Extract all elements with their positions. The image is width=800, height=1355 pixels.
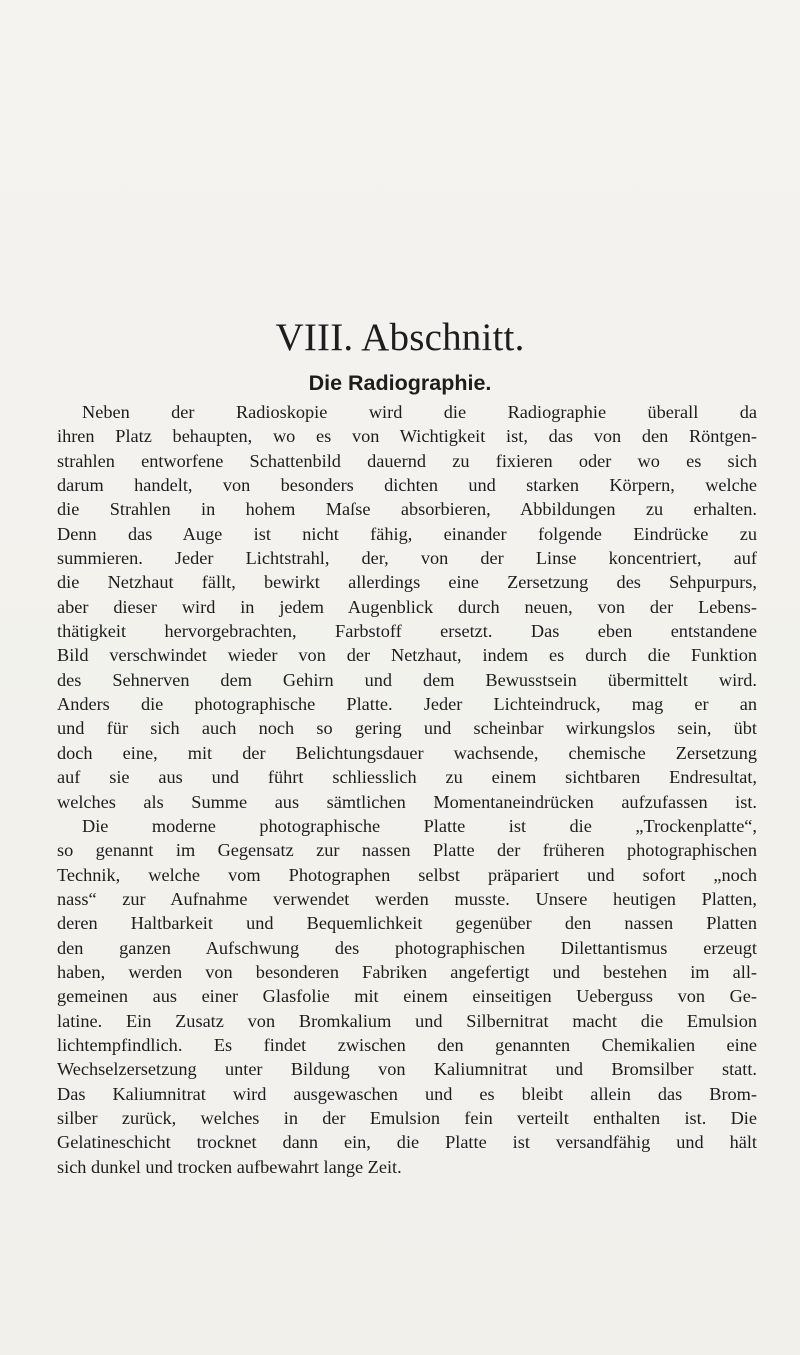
text-line: die Strahlen in hohem Maſse absorbieren, Abbildungen zu erhalten. bbox=[57, 499, 757, 520]
text-line: lichtempfindlich. Es findet zwischen den genannten Chemikalien eine bbox=[57, 1034, 757, 1055]
text-line: sich dunkel und trocken aufbewahrt lange Zeit. bbox=[57, 1156, 402, 1177]
text-line: Neben der Radioskopie wird die Radiographie überall da bbox=[82, 402, 757, 422]
text-line: strahlen entworfene Schattenbild dauernd zu fixieren oder wo es sich bbox=[57, 450, 757, 471]
text-line: summieren. Jeder Lichtstrahl, der, von der Linse koncentriert, auf bbox=[57, 548, 757, 569]
text-line: Anders die photographische Platte. Jeder Lichteindruck, mag er an bbox=[57, 694, 757, 715]
text-line: doch eine, mit der Belichtungsdauer wachsende, chemische Zersetzung bbox=[57, 742, 757, 763]
text-line: auf sie aus und führt schliesslich zu einem sichtbaren Endresultat, bbox=[57, 767, 757, 788]
text-line: Wechselzersetzung unter Bildung von Kaliumnitrat und Bromsilber statt. bbox=[57, 1059, 757, 1080]
text-line: so genannt im Gegensatz zur nassen Platte der früheren photographischen bbox=[57, 840, 757, 861]
text-line: aber dieser wird in jedem Augenblick durch neuen, von der Lebens- bbox=[57, 596, 757, 617]
text-line: Gelatineschicht trocknet dann ein, die Platte ist versandfähig und hält bbox=[57, 1132, 757, 1153]
text-line: latine. Ein Zusatz von Bromkalium und Silbernitrat macht die Emulsion bbox=[57, 1010, 757, 1031]
section-heading: VIII. Abschnitt. bbox=[275, 316, 525, 359]
text-line: und für sich auch noch so gering und scheinbar wirkungslos sein, übt bbox=[57, 718, 757, 739]
text-line: Bild verschwindet wieder von der Netzhaut, indem es durch die Funktion bbox=[57, 645, 757, 666]
text-line: welches als Summe aus sämtlichen Momentaneindrücken aufzufassen ist. bbox=[57, 791, 757, 812]
text-line: Die moderne photographische Platte ist die „Trockenplatte“, bbox=[82, 815, 757, 836]
text-line: die Netzhaut fällt, bewirkt allerdings eine Zersetzung des Sehpurpurs, bbox=[57, 572, 757, 593]
text-line: gemeinen aus einer Glasfolie mit einem einseitigen Ueberguss von Ge- bbox=[57, 986, 757, 1007]
text-line: silber zurück, welches in der Emulsion fein verteilt enthalten ist. Die bbox=[57, 1107, 757, 1128]
text-line: nass“ zur Aufnahme verwendet werden musste. Unsere heutigen Platten, bbox=[57, 888, 757, 909]
text-line: thätigkeit hervorgebrachten, Farbstoff ersetzt. Das eben entstandene bbox=[57, 621, 757, 642]
text-line: des Sehnerven dem Gehirn und dem Bewusstsein übermittelt wird. bbox=[57, 669, 757, 690]
text-line: ihren Platz behaupten, wo es von Wichtigkeit ist, das von den Röntgen- bbox=[57, 426, 757, 447]
text-line: darum handelt, von besonders dichten und starken Körpern, welche bbox=[57, 475, 757, 496]
body-text bbox=[57, 400, 757, 1179]
text-line: haben, werden von besonderen Fabriken angefertigt und bestehen im all- bbox=[57, 961, 757, 982]
text-line: Das Kaliumnitrat wird ausgewaschen und es bleibt allein das Brom- bbox=[57, 1083, 757, 1104]
text-line: deren Haltbarkeit und Bequemlichkeit gegenüber den nassen Platten bbox=[57, 913, 757, 934]
text-line: Denn das Auge ist nicht fähig, einander folgende Eindrücke zu bbox=[57, 523, 757, 544]
chapter-subheading: Die Radiographie. bbox=[308, 371, 492, 395]
text-line: Technik, welche vom Photographen selbst präpariert und sofort „noch bbox=[57, 864, 757, 885]
text-line: den ganzen Aufschwung des photographischen Dilettantismus erzeugt bbox=[57, 937, 757, 958]
